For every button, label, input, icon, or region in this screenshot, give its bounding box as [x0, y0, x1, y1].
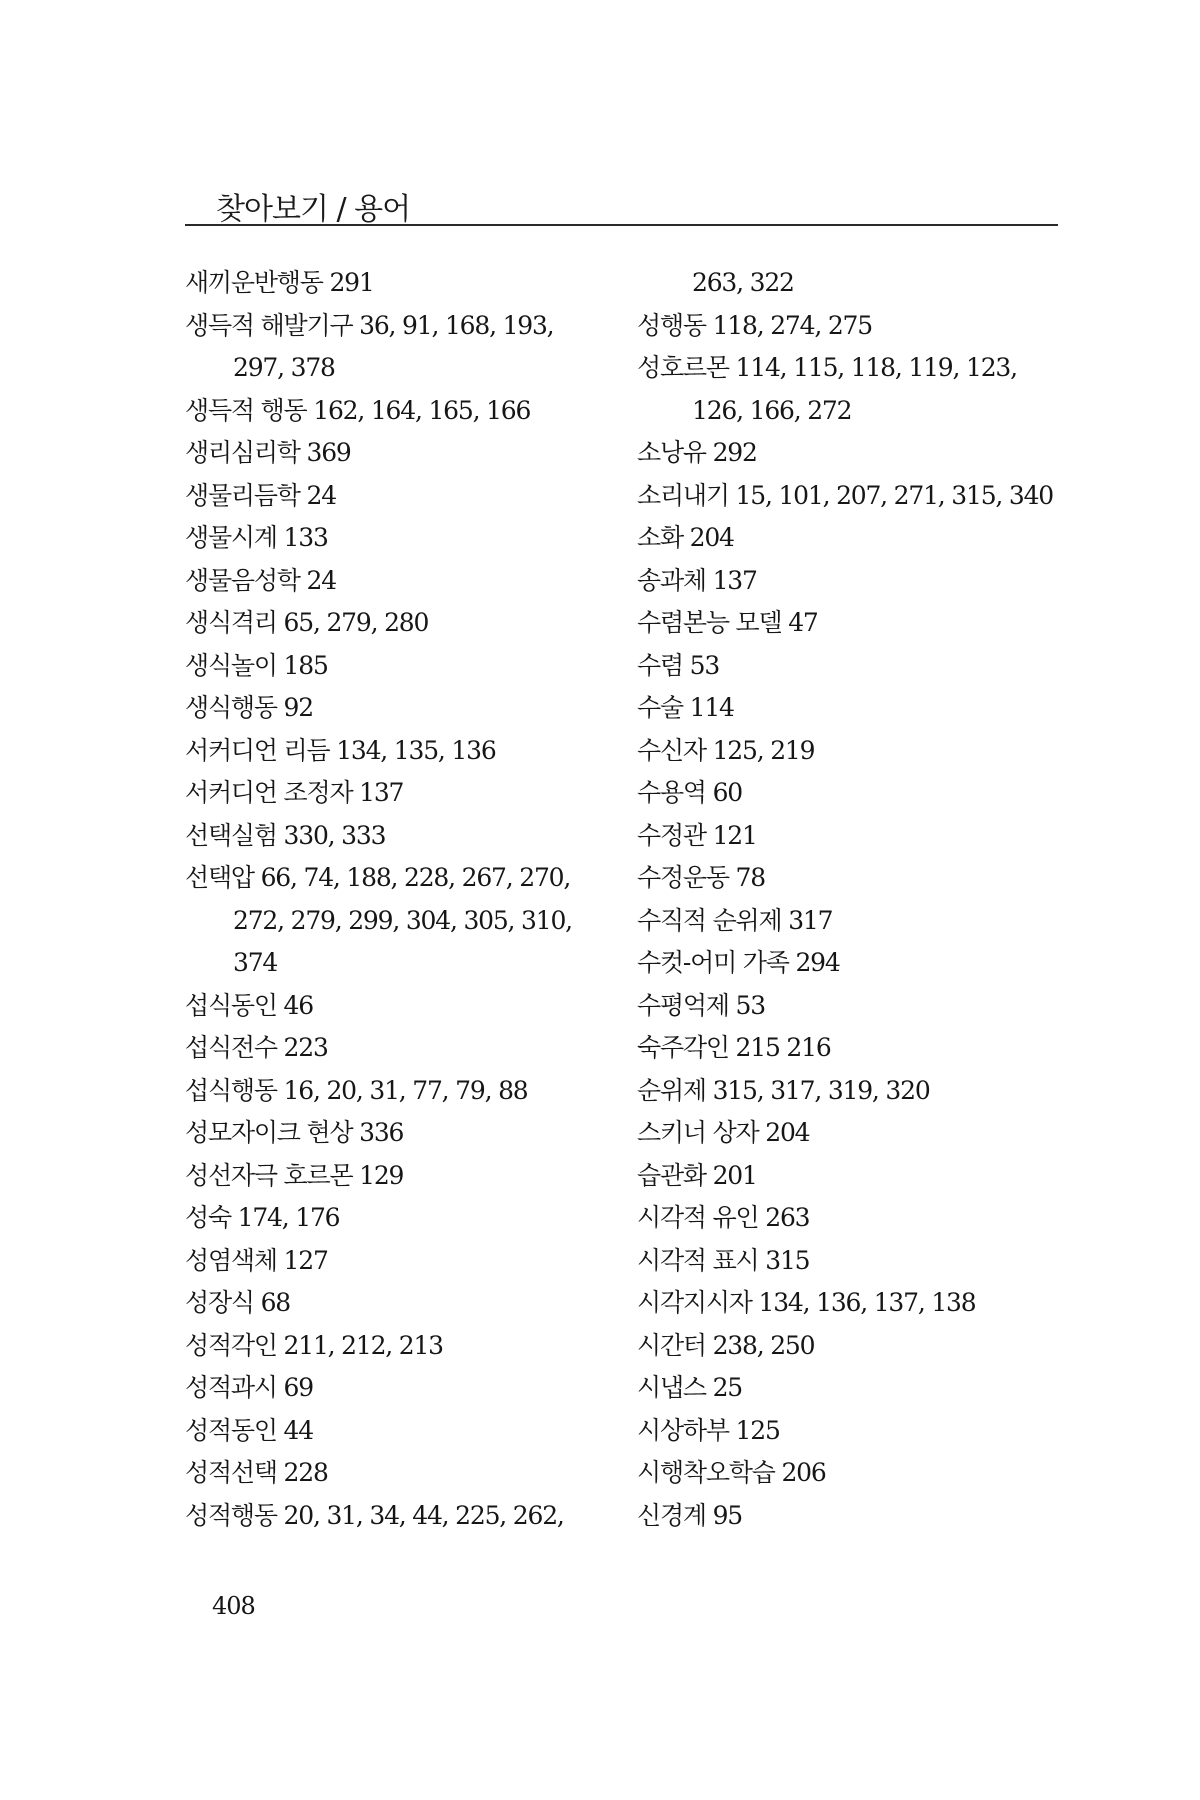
index-entry: 수평억제 53 [637, 990, 765, 1020]
index-entry: 성적선택 228 [185, 1458, 328, 1487]
index-entry: 성적과시 69 [185, 1373, 313, 1402]
index-entry: 시각지시자 134, 136, 137, 138 [637, 1288, 976, 1317]
index-entry: 시행착오학습 206 [637, 1458, 826, 1487]
index-entry: 생득적 해발기구 36, 91, 168, 193, [185, 310, 554, 340]
index-entry: 시상하부 125 [637, 1415, 780, 1445]
index-entry: 성염색체 127 [185, 1245, 328, 1275]
header-rule [185, 224, 1058, 226]
index-entry: 생물시계 133 [185, 523, 328, 552]
index-entry: 스키너 상자 204 [637, 1118, 810, 1147]
index-entry: 순위제 315, 317, 319, 320 [637, 1075, 930, 1105]
index-entry: 숙주각인 215 216 [637, 1033, 831, 1062]
index-entry: 성숙 174, 176 [185, 1203, 340, 1232]
index-entry: 서커디언 조정자 137 [185, 778, 404, 807]
index-entry: 섭식동인 46 [185, 990, 313, 1020]
index-entry: 생식행동 92 [185, 693, 313, 722]
index-entry: 성적행동 20, 31, 34, 44, 225, 262, [185, 1500, 564, 1530]
index-entry: 서커디언 리듬 134, 135, 136 [185, 735, 496, 765]
page-number: 408 [212, 1592, 255, 1620]
index-entry: 수렴 53 [637, 650, 720, 680]
index-entry: 성행동 118, 274, 275 [637, 310, 872, 340]
index-column-right [637, 262, 1067, 1537]
index-entry: 신경계 95 [637, 1500, 743, 1530]
index-entry: 성모자이크 현상 336 [185, 1118, 404, 1147]
index-column-left [185, 262, 620, 1537]
page-header-title: 찾아보기 / 용어 [216, 192, 411, 227]
index-entry: 수컷-어미 가족 294 [637, 948, 840, 977]
index-entry: 송과체 137 [637, 565, 757, 595]
index-entry: 생물음성학 24 [185, 565, 336, 595]
index-entry-continuation: 297, 378 [233, 353, 335, 382]
index-entry: 성장식 68 [185, 1288, 291, 1317]
index-entry: 생리심리학 369 [185, 438, 351, 467]
index-entry: 수직적 순위제 317 [637, 905, 833, 935]
index-entry: 시냅스 25 [637, 1373, 743, 1402]
index-entry: 습관화 201 [637, 1160, 757, 1190]
index-entry: 새끼운반행동 291 [185, 268, 374, 297]
index-entry-continuation: 263, 322 [692, 268, 794, 297]
index-entry: 소화 204 [637, 523, 734, 552]
index-entry: 수술 114 [637, 693, 734, 722]
index-entry-continuation: 272, 279, 299, 304, 305, 310, [233, 905, 572, 935]
index-entry: 성호르몬 114, 115, 118, 119, 123, [637, 353, 1017, 382]
index-entry: 생득적 행동 162, 164, 165, 166 [185, 395, 531, 425]
index-entry: 섭식행동 16, 20, 31, 77, 79, 88 [185, 1075, 528, 1105]
index-entry: 선택실험 330, 333 [185, 820, 386, 850]
index-entry: 섭식전수 223 [185, 1033, 328, 1062]
index-entry: 시간터 238, 250 [637, 1330, 815, 1360]
index-entry: 수용역 60 [637, 778, 743, 807]
index-entry: 시각적 표시 315 [637, 1245, 810, 1275]
index-entry: 선택압 66, 74, 188, 228, 267, 270, [185, 863, 571, 892]
index-entry: 시각적 유인 263 [637, 1203, 810, 1232]
index-entry-continuation: 374 [233, 948, 278, 977]
index-entry: 생물리듬학 24 [185, 480, 336, 510]
index-entry: 수신자 125, 219 [637, 735, 815, 765]
index-entry: 성선자극 호르몬 129 [185, 1160, 404, 1190]
index-entry: 수정운동 78 [637, 863, 765, 892]
index-entry: 수정관 121 [637, 820, 757, 850]
index-entry: 소낭유 292 [637, 438, 757, 467]
index-entry: 성적동인 44 [185, 1415, 313, 1445]
index-entry: 생식격리 65, 279, 280 [185, 608, 429, 637]
index-entry: 수렴본능 모델 47 [637, 608, 818, 637]
index-entry: 소리내기 15, 101, 207, 271, 315, 340 [637, 480, 1054, 510]
index-entry-continuation: 126, 166, 272 [692, 395, 852, 425]
index-entry: 성적각인 211, 212, 213 [185, 1330, 443, 1360]
index-entry: 생식놀이 185 [185, 650, 328, 680]
